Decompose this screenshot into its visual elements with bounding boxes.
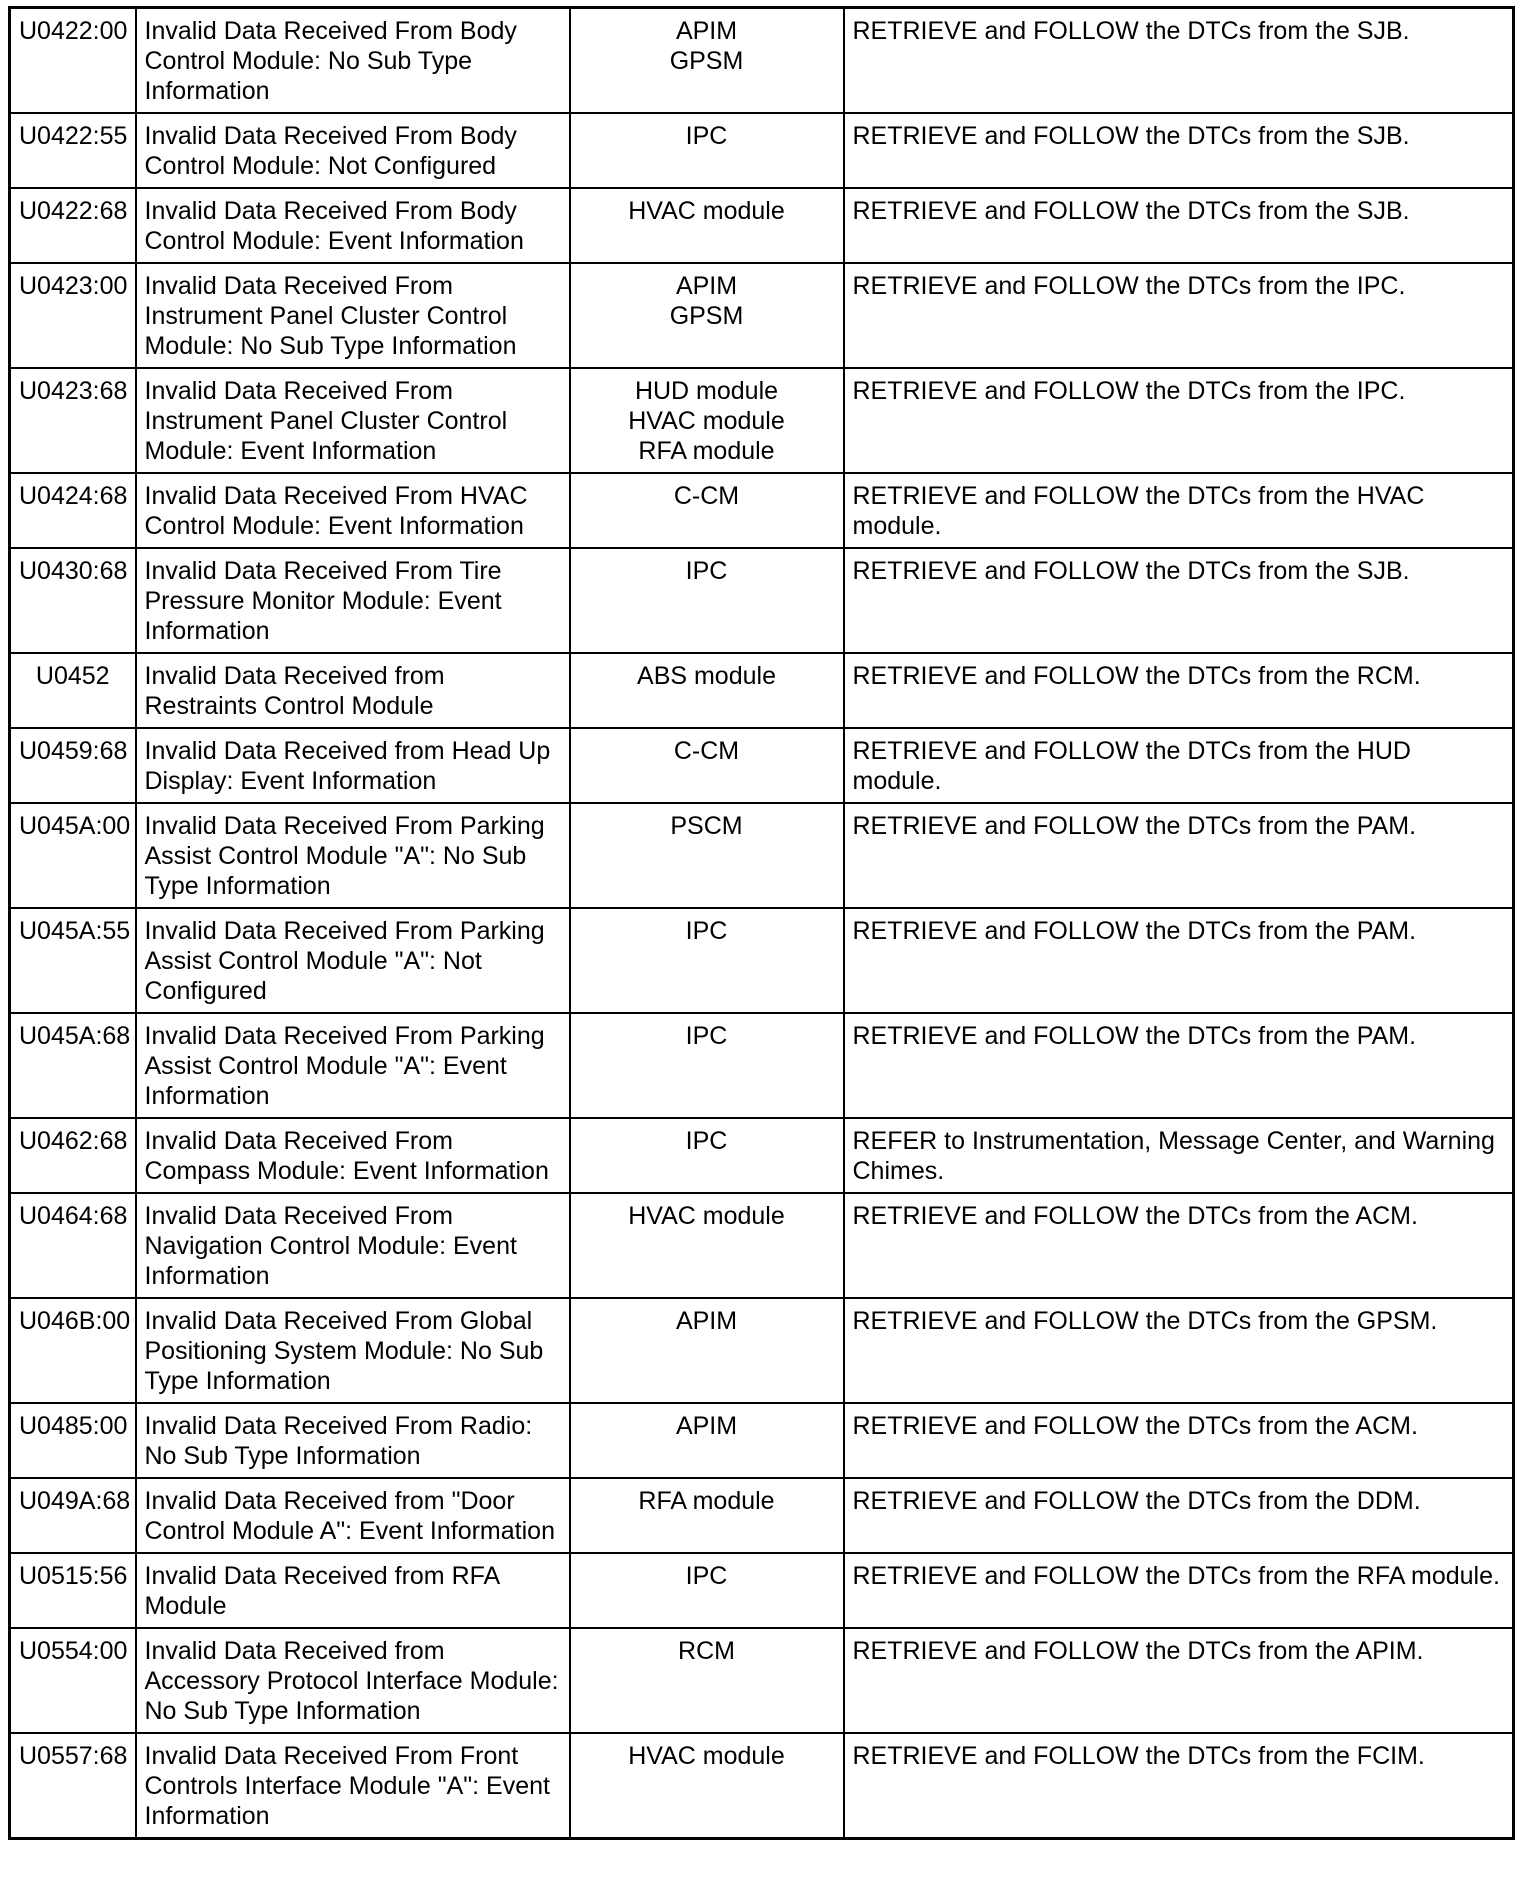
dtc-table <box>8 6 1515 1840</box>
dtc-code: U0424:68 <box>10 473 136 548</box>
table-row <box>10 1478 1514 1553</box>
table-row <box>10 1403 1514 1478</box>
document-page <box>8 6 1512 1840</box>
module-name: GPSM <box>669 302 744 330</box>
table-row <box>10 1628 1514 1733</box>
module-name: HVAC module <box>628 1202 785 1230</box>
dtc-code: U0554:00 <box>10 1628 136 1733</box>
module-name: IPC <box>685 122 728 150</box>
dtc-action: RETRIEVE and FOLLOW the DTCs from the PAM. <box>844 908 1514 1013</box>
reporting-modules <box>570 653 844 728</box>
reporting-modules <box>570 1478 844 1553</box>
module-name: IPC <box>685 917 728 945</box>
module-name: HVAC module <box>628 197 785 225</box>
dtc-action: RETRIEVE and FOLLOW the DTCs from the RCM. <box>844 653 1514 728</box>
dtc-code: U0430:68 <box>10 548 136 653</box>
table-row <box>10 1733 1514 1839</box>
dtc-description: Invalid Data Received From Navigation Control Module: Event Information <box>136 1193 570 1298</box>
module-name: IPC <box>685 1562 728 1590</box>
dtc-description: Invalid Data Received From Parking Assist Control Module "A": Not Configured <box>136 908 570 1013</box>
dtc-code: U045A:55 <box>10 908 136 1013</box>
dtc-description: Invalid Data Received From Radio: No Sub Type Information <box>136 1403 570 1478</box>
table-row <box>10 188 1514 263</box>
dtc-description: Invalid Data Received from Accessory Protocol Interface Module: No Sub Type Information <box>136 1628 570 1733</box>
dtc-description: Invalid Data Received From Tire Pressure Monitor Module: Event Information <box>136 548 570 653</box>
module-name: GPSM <box>669 47 744 75</box>
dtc-action: RETRIEVE and FOLLOW the DTCs from the APIM. <box>844 1628 1514 1733</box>
reporting-modules <box>570 8 844 114</box>
dtc-description: Invalid Data Received from Restraints Control Module <box>136 653 570 728</box>
dtc-action: RETRIEVE and FOLLOW the DTCs from the PAM. <box>844 1013 1514 1118</box>
module-name: RCM <box>678 1637 735 1665</box>
table-row <box>10 1118 1514 1193</box>
dtc-code: U0422:55 <box>10 113 136 188</box>
module-name: APIM <box>675 1412 738 1440</box>
table-row <box>10 1013 1514 1118</box>
dtc-code: U0422:68 <box>10 188 136 263</box>
reporting-modules <box>570 188 844 263</box>
dtc-action: RETRIEVE and FOLLOW the DTCs from the RFA module. <box>844 1553 1514 1628</box>
module-name: HUD module <box>634 377 779 405</box>
dtc-code: U0557:68 <box>10 1733 136 1839</box>
dtc-action: RETRIEVE and FOLLOW the DTCs from the SJB. <box>844 113 1514 188</box>
module-name: C-CM <box>673 737 740 765</box>
dtc-action: RETRIEVE and FOLLOW the DTCs from the SJB. <box>844 188 1514 263</box>
dtc-action: RETRIEVE and FOLLOW the DTCs from the FCIM. <box>844 1733 1514 1839</box>
dtc-code: U045A:68 <box>10 1013 136 1118</box>
dtc-action: RETRIEVE and FOLLOW the DTCs from the SJB. <box>844 548 1514 653</box>
reporting-modules <box>570 1193 844 1298</box>
dtc-action: RETRIEVE and FOLLOW the DTCs from the PAM. <box>844 803 1514 908</box>
table-row <box>10 113 1514 188</box>
dtc-code: U0423:00 <box>10 263 136 368</box>
dtc-description: Invalid Data Received From Body Control Module: Event Information <box>136 188 570 263</box>
reporting-modules <box>570 728 844 803</box>
module-name: RFA module <box>638 1487 775 1515</box>
dtc-action: RETRIEVE and FOLLOW the DTCs from the ACM. <box>844 1193 1514 1298</box>
reporting-modules <box>570 1298 844 1403</box>
reporting-modules <box>570 1733 844 1839</box>
reporting-modules <box>570 1013 844 1118</box>
table-row <box>10 728 1514 803</box>
table-row <box>10 473 1514 548</box>
dtc-code: U046B:00 <box>10 1298 136 1403</box>
dtc-description: Invalid Data Received from RFA Module <box>136 1553 570 1628</box>
table-row <box>10 263 1514 368</box>
table-row <box>10 1193 1514 1298</box>
reporting-modules <box>570 1118 844 1193</box>
reporting-modules <box>570 263 844 368</box>
dtc-code: U0515:56 <box>10 1553 136 1628</box>
dtc-action: RETRIEVE and FOLLOW the DTCs from the IPC. <box>844 368 1514 473</box>
table-row <box>10 1298 1514 1403</box>
module-name: RFA module <box>638 437 775 465</box>
module-name: HVAC module <box>628 1742 785 1770</box>
dtc-description: Invalid Data Received From Body Control Module: Not Configured <box>136 113 570 188</box>
table-row <box>10 803 1514 908</box>
dtc-code: U049A:68 <box>10 1478 136 1553</box>
reporting-modules <box>570 908 844 1013</box>
reporting-modules <box>570 368 844 473</box>
dtc-description: Invalid Data Received From Body Control Module: No Sub Type Information <box>136 8 570 114</box>
module-name: IPC <box>685 1022 728 1050</box>
dtc-code: U045A:00 <box>10 803 136 908</box>
dtc-code: U0462:68 <box>10 1118 136 1193</box>
dtc-code: U0423:68 <box>10 368 136 473</box>
reporting-modules <box>570 548 844 653</box>
dtc-description: Invalid Data Received From HVAC Control Module: Event Information <box>136 473 570 548</box>
table-row <box>10 548 1514 653</box>
dtc-description: Invalid Data Received From Parking Assist Control Module "A": Event Information <box>136 1013 570 1118</box>
dtc-code: U0464:68 <box>10 1193 136 1298</box>
table-row <box>10 368 1514 473</box>
dtc-action: RETRIEVE and FOLLOW the DTCs from the GPSM. <box>844 1298 1514 1403</box>
reporting-modules <box>570 1628 844 1733</box>
table-row <box>10 8 1514 114</box>
module-name: ABS module <box>637 662 776 690</box>
dtc-description: Invalid Data Received From Instrument Panel Cluster Control Module: Event Information <box>136 368 570 473</box>
module-name: APIM <box>675 17 738 45</box>
dtc-action: RETRIEVE and FOLLOW the DTCs from the SJB. <box>844 8 1514 114</box>
reporting-modules <box>570 803 844 908</box>
dtc-code: U0459:68 <box>10 728 136 803</box>
reporting-modules <box>570 473 844 548</box>
reporting-modules <box>570 113 844 188</box>
dtc-description: Invalid Data Received From Instrument Panel Cluster Control Module: No Sub Type Information <box>136 263 570 368</box>
dtc-description: Invalid Data Received From Front Controls Interface Module "A": Event Information <box>136 1733 570 1839</box>
table-row <box>10 908 1514 1013</box>
table-row <box>10 653 1514 728</box>
module-name: HVAC module <box>628 407 785 435</box>
dtc-description: Invalid Data Received From Global Positioning System Module: No Sub Type Information <box>136 1298 570 1403</box>
reporting-modules <box>570 1553 844 1628</box>
dtc-action: RETRIEVE and FOLLOW the DTCs from the HVAC module. <box>844 473 1514 548</box>
dtc-code: U0485:00 <box>10 1403 136 1478</box>
module-name: APIM <box>675 1307 738 1335</box>
module-name: APIM <box>675 272 738 300</box>
module-name: IPC <box>685 1127 728 1155</box>
module-name: C-CM <box>673 482 740 510</box>
dtc-code: U0452 <box>10 653 136 728</box>
dtc-action: RETRIEVE and FOLLOW the DTCs from the IPC. <box>844 263 1514 368</box>
dtc-code: U0422:00 <box>10 8 136 114</box>
module-name: PSCM <box>670 812 743 840</box>
dtc-action: RETRIEVE and FOLLOW the DTCs from the ACM. <box>844 1403 1514 1478</box>
table-row <box>10 1553 1514 1628</box>
dtc-action: RETRIEVE and FOLLOW the DTCs from the DDM. <box>844 1478 1514 1553</box>
dtc-action: REFER to Instrumentation, Message Center, and Warning Chimes. <box>844 1118 1514 1193</box>
dtc-description: Invalid Data Received From Compass Module: Event Information <box>136 1118 570 1193</box>
dtc-description: Invalid Data Received From Parking Assist Control Module "A": No Sub Type Information <box>136 803 570 908</box>
dtc-description: Invalid Data Received from Head Up Display: Event Information <box>136 728 570 803</box>
dtc-table-body <box>10 8 1514 1839</box>
module-name: IPC <box>685 557 728 585</box>
dtc-description: Invalid Data Received from "Door Control Module A": Event Information <box>136 1478 570 1553</box>
dtc-action: RETRIEVE and FOLLOW the DTCs from the HUD module. <box>844 728 1514 803</box>
reporting-modules <box>570 1403 844 1478</box>
